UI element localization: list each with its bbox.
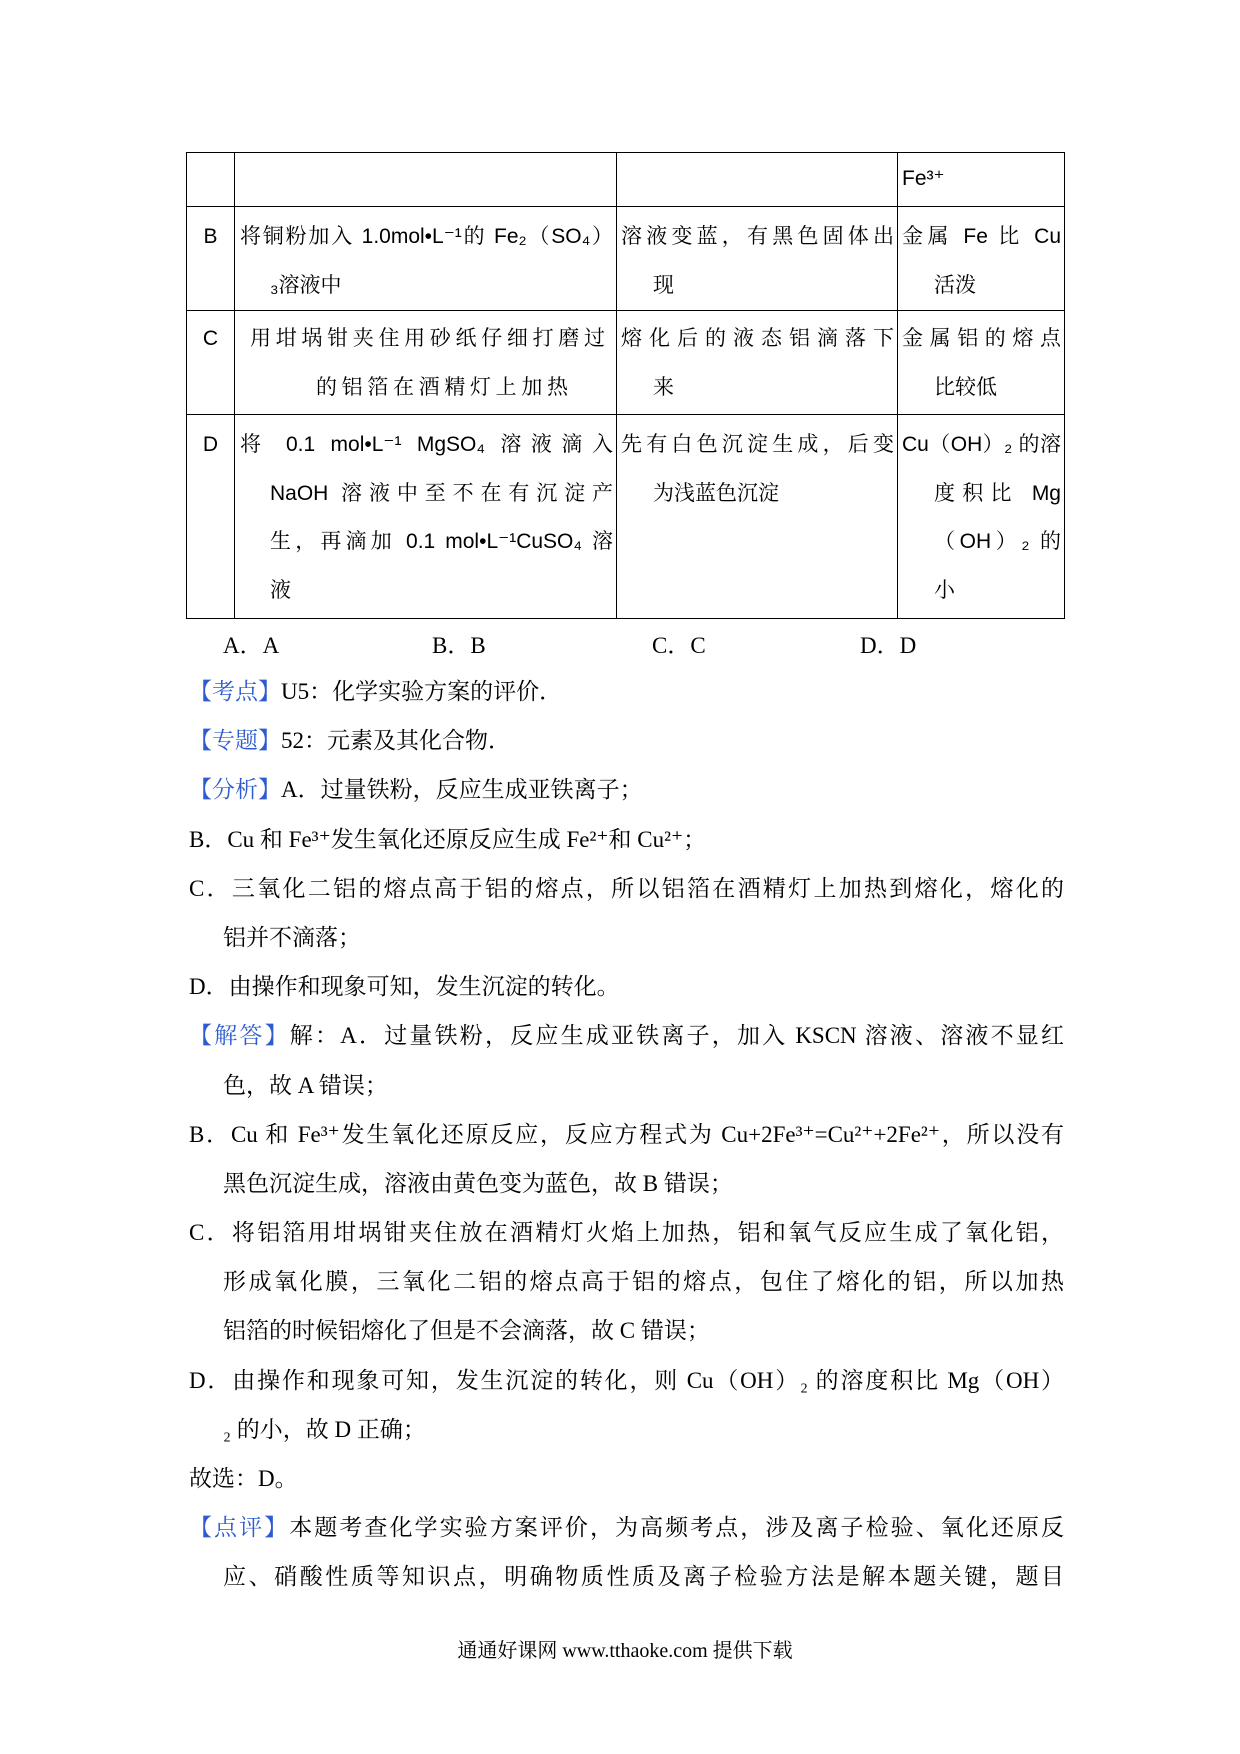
table-row	[187, 311, 1065, 415]
jieda-line	[189, 1011, 1064, 1060]
option-a: A．A	[223, 633, 280, 658]
operation-line: 生，再滴加 0.1 mol•L⁻¹CuSO₄ 溶	[270, 530, 613, 553]
jieda-line: 色，故 A 错误；	[223, 1072, 388, 1098]
phenomenon-line: 先有白色沉淀生成，后变	[621, 433, 894, 456]
phenomenon-line: 来	[653, 375, 674, 399]
operation-line: 将铜粉加入 1.0mol•L⁻¹的 Fe₂（SO₄）	[240, 225, 613, 248]
operation-line: 液	[270, 578, 291, 602]
fenxi-line: B．Cu 和 Fe³⁺发生氧化还原反应生成 Fe²⁺和 Cu²⁺；	[189, 826, 707, 852]
option-b: B．B	[432, 633, 486, 658]
phenomenon-cell	[617, 207, 898, 311]
row-label: D	[202, 433, 219, 456]
jieda-line: 黑色沉淀生成，溶液由黄色变为蓝色，故 B 错误；	[223, 1170, 733, 1196]
zhuanti-line	[189, 716, 1064, 765]
fenxi-line: D．由操作和现象可知，发生沉淀的转化。	[189, 974, 620, 1000]
operation-line: ₃溶液中	[270, 273, 342, 297]
row-label: C	[202, 327, 219, 350]
phenomenon-line: 现	[653, 273, 674, 297]
conclusion-line: Cu（OH）₂ 的溶	[902, 433, 1061, 456]
page-footer: 通通好课网 www.tthaoke.com 提供下载	[457, 1640, 793, 1662]
jieda-line: 形成氧化膜，三氧化二铝的熔点高于铝的熔点，包住了熔化的铝，所以加热	[223, 1269, 1064, 1295]
jieda-line: 铝箔的时候铝熔化了但是不会滴落，故 C 错误；	[223, 1318, 710, 1344]
row-label: B	[203, 225, 218, 248]
kaodian-tag: 【考点】	[189, 679, 281, 704]
jieda-line: B．Cu 和 Fe³⁺发生氧化还原反应，反应方程式为 Cu+2Fe³⁺=Cu²⁺+2Fe²⁺，所以没有	[189, 1121, 1064, 1147]
phenomenon-line: 为浅蓝色沉淀	[653, 481, 779, 505]
phenomenon-cell	[617, 153, 898, 207]
operation-cell	[235, 311, 617, 415]
row-label-cell	[187, 207, 235, 311]
table-row	[187, 415, 1065, 619]
operation-cell	[235, 415, 617, 619]
conclusion-line: 小	[934, 578, 955, 602]
operation-line: NaOH 溶液中至不在有沉淀产	[270, 481, 613, 505]
row-label	[187, 155, 234, 204]
experiment-table	[186, 152, 1065, 619]
conclusion-line: Fe³⁺	[902, 167, 945, 190]
operation-line: 用坩埚钳夹住用砂纸仔细打磨过	[250, 327, 605, 350]
conclusion-line: 金属铝的熔点	[902, 327, 1061, 350]
phenomenon-cell	[617, 311, 898, 415]
jieda-line: D．由操作和现象可知，发生沉淀的转化，则 Cu（OH）₂ 的溶度积比 Mg（OH）	[189, 1367, 1064, 1393]
answer-options	[0, 621, 1240, 670]
table-row	[187, 153, 1065, 207]
option-d: D．D	[860, 633, 917, 658]
dianping-tag: 【点评】	[189, 1515, 290, 1541]
explanation-body	[189, 667, 1064, 1602]
fenxi-text: A．过量铁粉，反应生成亚铁离子；	[281, 777, 643, 803]
row-label-cell	[187, 415, 235, 619]
conclusion-line: 金属 Fe 比 Cu	[902, 225, 1061, 248]
kaodian-text: U5：化学实验方案的评价．	[281, 679, 563, 704]
conclusion-cell	[898, 311, 1065, 415]
jieda-line: C．将铝箔用坩埚钳夹住放在酒精灯火焰上加热，铝和氧气反应生成了氧化铝，	[189, 1220, 1064, 1246]
conclusion-cell	[898, 153, 1065, 207]
conclusion-line: （OH）₂ 的	[934, 530, 1061, 553]
fenxi-line	[189, 765, 1064, 814]
fenxi-line: 铝并不滴落；	[223, 924, 361, 950]
phenomenon-line: 溶液变蓝，有黑色固体出	[621, 225, 894, 248]
jieda-line: ₂ 的小，故 D 正确；	[223, 1416, 426, 1442]
phenomenon-line: 熔化后的液态铝滴落下	[621, 327, 894, 350]
option-c: C．C	[652, 633, 706, 658]
zhuanti-text: 52：元素及其化合物．	[281, 728, 511, 754]
conclusion-cell	[898, 207, 1065, 311]
operation-cell	[235, 207, 617, 311]
dianping-text: 本题考查化学实验方案评价，为高频考点，涉及离子检验、氧化还原反	[289, 1515, 1065, 1541]
kaodian-line	[189, 667, 1064, 716]
fenxi-tag: 【分析】	[189, 777, 281, 803]
conclusion-line: 比较低	[934, 375, 997, 399]
answer-line: 故选：D。	[189, 1466, 298, 1491]
row-label-cell	[187, 311, 235, 415]
conclusion-cell	[898, 415, 1065, 619]
fenxi-line: C．三氧化二铝的熔点高于铝的熔点，所以铝箔在酒精灯上加热到熔化，熔化的	[189, 875, 1064, 901]
conclusion-line: 活泼	[934, 273, 976, 297]
zhuanti-tag: 【专题】	[189, 728, 281, 754]
operation-line: 的铝箔在酒精灯上加热	[316, 375, 568, 399]
dianping-line: 应、硝酸性质等知识点，明确物质性质及离子检验方法是解本题关键，题目	[223, 1564, 1064, 1590]
row-label-cell	[187, 153, 235, 207]
conclusion-line: 度积比 Mg	[934, 481, 1061, 505]
operation-cell	[235, 153, 617, 207]
jieda-text: 解：A．过量铁粉，反应生成亚铁离子，加入 KSCN 溶液、溶液不显红	[289, 1023, 1064, 1049]
operation-line: 将 0.1 mol•L⁻¹ MgSO₄ 溶液滴入	[240, 433, 613, 456]
phenomenon-cell	[617, 415, 898, 619]
dianping-line	[189, 1503, 1064, 1552]
jieda-tag: 【解答】	[189, 1023, 290, 1049]
table-row	[187, 207, 1065, 311]
